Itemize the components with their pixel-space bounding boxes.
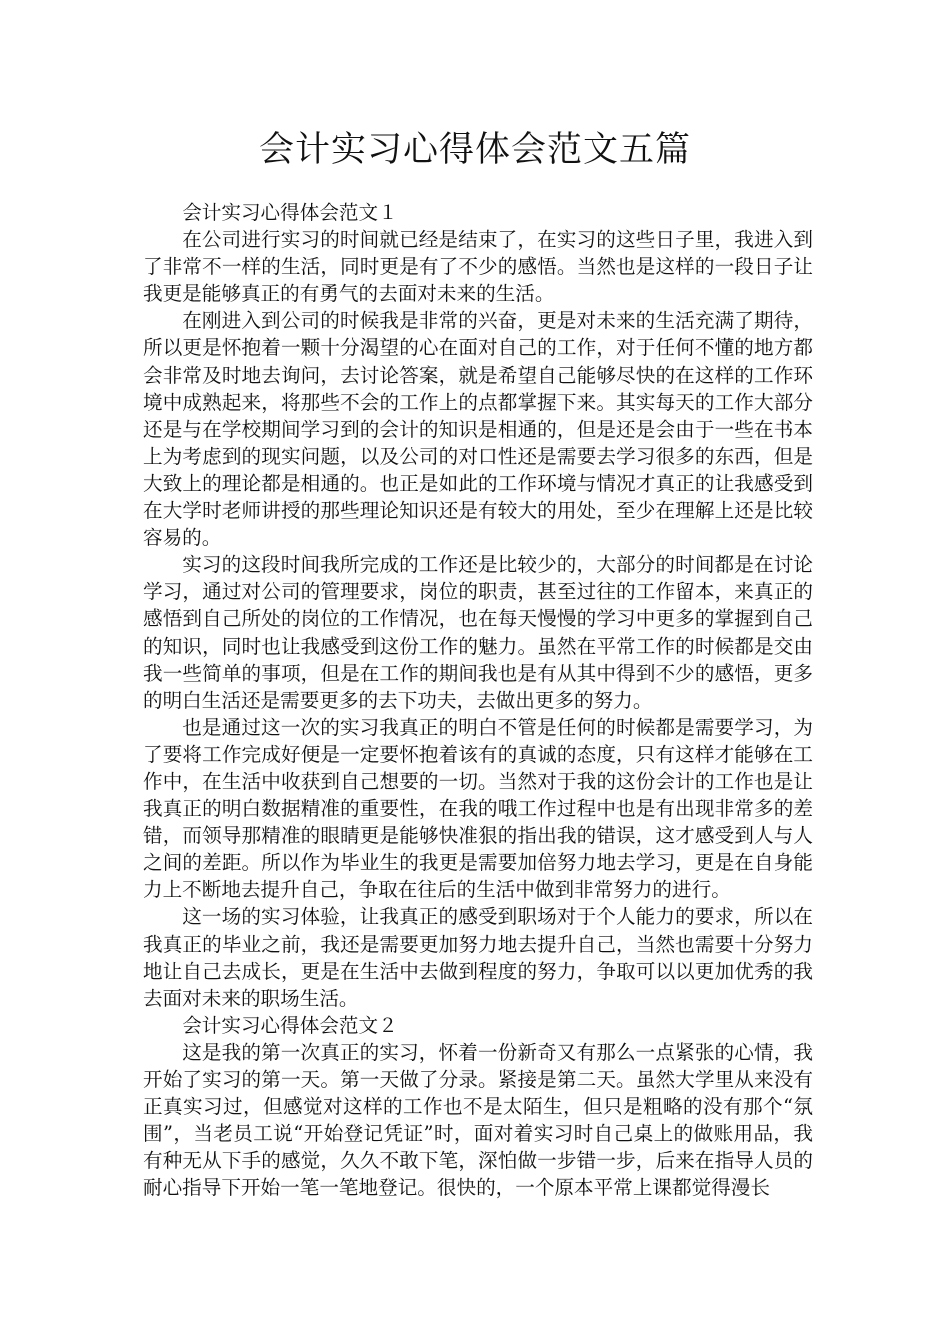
body-paragraph: 这是我的第一次真正的实习，怀着一份新奇又有那么一点紧张的心情，我开始了实习的第一天。第一天做了分录。紧接是第二天。虽然大学里从来没有正真实习过，但感觉对这样的工作也不是太陌生，但只是粗略的没有那个“氛围”，当老员工说“开始登记凭证”时，面对着实习时自己桌上的做账用品，我有种无从下手的感觉，久久不敢下笔，深怕做一步错一步，后来在指导人员的耐心指导下开始一笔一笔地登记。很快的，一个原本平常上课都觉得漫长	[143, 1040, 813, 1200]
document-title: 会计实习心得体会范文五篇	[258, 130, 691, 170]
body-paragraph: 这一场的实习体验，让我真正的感受到职场对于个人能力的要求，所以在我真正的毕业之前，我还是需要更加努力地去提升自己，当然也需要十分努力地让自己去成长，更是在生活中去做到程度的努力，争取可以以更加优秀的我去面对未来的职场生活。	[143, 905, 813, 1010]
section-heading: 会计实习心得体会范文１	[182, 201, 398, 224]
section-heading: 会计实习心得体会范文２	[182, 1013, 398, 1037]
document-body	[143, 199, 813, 1201]
body-paragraph: 在刚进入到公司的时候我是非常的兴奋，更是对未来的生活充满了期待，所以更是怀抱着一颗十分渴望的心在面对自己的工作，对于任何不懂的地方都会非常及时地去询问，去讨论答案，就是希望自己能够尽快的在这样的工作环境中成熟起来，将那些不会的工作上的点都掌握下来。其实每天的工作大部分还是与在学校期间学习到的会计的知识是相通的，但是还是会由于一些在书本上为考虑到的现实问题，以及公司的对口性还是需要去学习很多的东西，但是大致上的理论都是相通的。也正是如此的工作环境与情况才真正的让我感受到在大学时老师讲授的那些理论知识还是有较大的用处，至少在理解上还是比较容易的。	[143, 309, 813, 550]
body-paragraph: 也是通过这一次的实习我真正的明白不管是任何的时候都是需要学习，为了要将工作完成好便是一定要怀抱着该有的真诚的态度，只有这样才能够在工作中，在生活中收获到自己想要的一切。当然对于我的这份会计的工作也是让我真正的明白数据精准的重要性，在我的哦工作过程中也是有出现非常多的差错，而领导那精准的眼睛更是能够快准狠的指出我的错误，这才感受到人与人之间的差距。所以作为毕业生的我更是需要加倍努力地去学习，更是在自身能力上不断地去提升自己，争取在往后的生活中做到非常努力的进行。	[143, 715, 813, 902]
body-paragraph: 实习的这段时间我所完成的工作还是比较少的，大部分的时间都是在讨论学习，通过对公司的管理要求，岗位的职责，甚至过往的工作留本，来真正的感悟到自己所处的岗位的工作情况，也在每天慢慢的学习中更多的掌握到自己的知识，同时也让我感受到这份工作的魅力。虽然在平常工作的时候都是交由我一些简单的事项，但是在工作的期间我也是有从其中得到不少的感悟，更多的明白生活还是需要更多的去下功夫，去做出更多的努力。	[143, 553, 813, 712]
body-paragraph: 在公司进行实习的时间就已经是结束了，在实习的这些日子里，我进入到了非常不一样的生活，同时更是有了不少的感悟。当然也是这样的一段日子让我更是能够真正的有勇气的去面对未来的生活。	[143, 228, 813, 306]
